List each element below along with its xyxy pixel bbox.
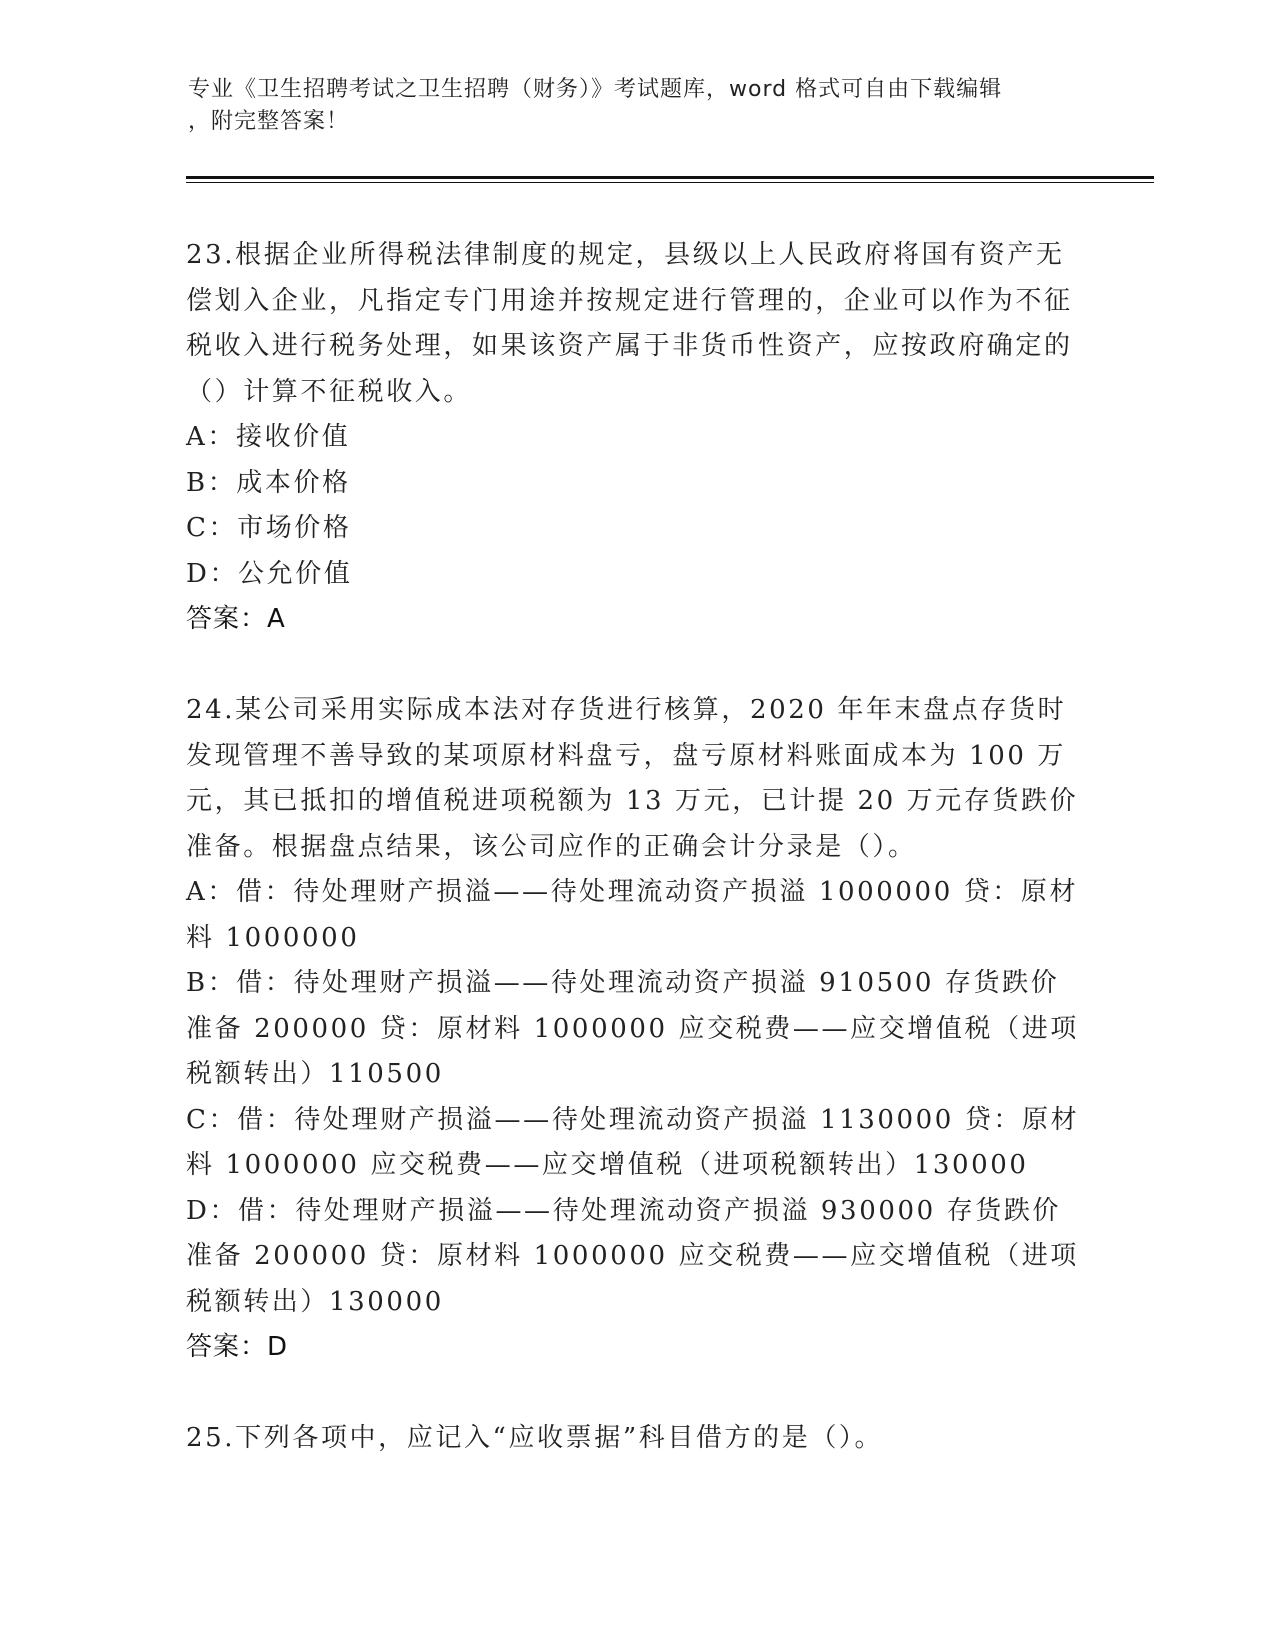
- question-stem: 24.某公司采用实际成本法对存货进行核算，2020 年年末盘点存货时发现管理不善导致的某项原材料盘亏，盘亏原材料账面成本为 100 万元，其已抵扣的增值税进项税额为 13 万元，已计提 20 万元存货跌价准备。根据盘点结果，该公司应作的正确会计分录是（）。: [186, 695, 1079, 862]
- header-line-2: ，附完整答案！: [188, 109, 350, 134]
- answer: 答案：A: [186, 604, 286, 634]
- option-d: D：公允价值: [186, 558, 353, 589]
- option-a: A：借：待处理财产损溢——待处理流动资产损溢 1000000 贷：原材料 1000000: [186, 877, 1079, 953]
- question-gap: [186, 643, 1086, 689]
- option-c: C：借：待处理财产损溢——待处理流动资产损溢 1130000 贷：原材料 1000000 应交税费——应交增值税（进项税额转出）130000: [186, 1104, 1080, 1180]
- question-stem: 25.下列各项中，应记入“应收票据”科目借方的是（）。: [186, 1423, 884, 1453]
- header-divider-thick: [186, 176, 1154, 179]
- question-gap: [186, 1371, 1086, 1417]
- question-stem: 23.根据企业所得税法律制度的规定，县级以上人民政府将国有资产无偿划入企业，凡指定专门用途并按规定进行管理的，企业可以作为不征税收入进行税务处理，如果该资产属于非货币性资产，应按政府确定的（）计算不征税收入。: [186, 240, 1073, 407]
- page-header: [188, 74, 1088, 138]
- option-c: C：市场价格: [186, 513, 352, 543]
- header-line-1: 专业《卫生招聘考试之卫生招聘（财务）》考试题库，word 格式可自由下载编辑: [188, 77, 1003, 102]
- option-b: B：成本价格: [186, 467, 351, 498]
- option-d: D：借：待处理财产损溢——待处理流动资产损溢 930000 存货跌价准备 200000 贷：原材料 1000000 应交税费——应交增值税（进项税额转出）130000: [186, 1195, 1079, 1317]
- header-divider-thin: [186, 182, 1154, 183]
- option-a: A：接收价值: [186, 422, 351, 452]
- question-23: [186, 233, 1086, 643]
- answer: 答案：D: [186, 1332, 289, 1362]
- question-25: [186, 1416, 1086, 1462]
- option-b: B：借：待处理财产损溢——待处理流动资产损溢 910500 存货跌价准备 200000 贷：原材料 1000000 应交税费——应交增值税（进项税额转出）110500: [186, 968, 1079, 1089]
- question-list: [186, 233, 1086, 1462]
- question-24: [186, 688, 1086, 1371]
